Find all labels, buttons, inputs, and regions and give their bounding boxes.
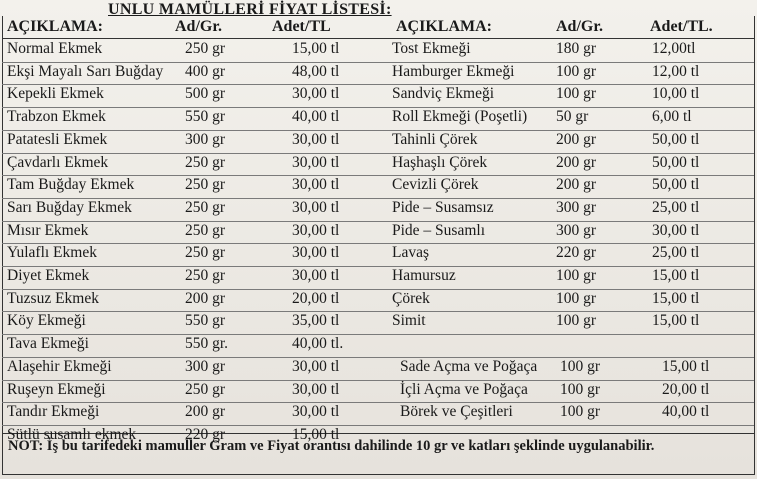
row-divider	[2, 402, 754, 403]
row-4-left-description: Trabzon Ekmek	[7, 108, 106, 126]
row-10-right-description: Lavaş	[392, 244, 430, 262]
row-16-right-price: 20,00 tl	[662, 380, 710, 398]
row-7-left-price: 30,00 tl	[292, 176, 340, 194]
row-1-left-weight: 250 gr	[185, 40, 226, 57]
row-3-right-price: 10,00 tl	[652, 85, 700, 103]
row-10-left-weight: 250 gr	[185, 244, 226, 262]
row-13-left-description: Köy Ekmeği	[7, 312, 86, 330]
row-9-right-price: 30,00 tl	[652, 221, 700, 239]
row-5-right-price: 50,00 tl	[652, 130, 700, 148]
row-divider	[2, 153, 754, 154]
row-2-right-weight: 100 gr	[556, 62, 597, 80]
row-5-left-description: Patatesli Ekmek	[7, 130, 108, 148]
row-18-left-price: 15,00 tl	[292, 425, 340, 443]
row-10-left-description: Yulaflı Ekmek	[7, 244, 97, 262]
row-5-right-weight: 200 gr	[556, 130, 597, 148]
row-5-left-weight: 300 gr	[185, 130, 226, 148]
row-9-left-weight: 250 gr	[185, 221, 226, 239]
row-4-right-price: 6,00 tl	[652, 108, 692, 126]
row-17-left-price: 30,00 tl	[292, 403, 340, 421]
row-12-right-weight: 100 gr	[556, 289, 597, 307]
row-1-left-description: Normal Ekmek	[7, 40, 103, 57]
row-divider	[2, 130, 754, 131]
row-17-right-price: 40,00 tl	[662, 403, 710, 421]
row-16-left-description: Ruşeyn Ekmeği	[7, 380, 106, 398]
header-weight-right: Ad/Gr.	[556, 18, 603, 35]
row-1-right-weight: 180 gr	[556, 40, 597, 57]
row-7-right-price: 50,00 tl	[652, 176, 700, 194]
row-14-left-description: Tava Ekmeği	[7, 335, 89, 353]
row-12-left-weight: 200 gr	[185, 289, 226, 307]
row-16-left-weight: 250 gr	[185, 380, 226, 398]
row-8-right-description: Pide – Susamsız	[392, 198, 494, 216]
row-11-left-description: Diyet Ekmek	[7, 267, 90, 284]
row-divider	[2, 289, 754, 290]
header-description-left: AÇIKLAMA:	[7, 18, 103, 35]
page-title: UNLU MAMÜLLERİ FİYAT LİSTESİ:	[108, 1, 392, 18]
row-divider	[2, 243, 754, 244]
row-5-left-price: 30,00 tl	[292, 130, 340, 148]
row-8-left-weight: 250 gr	[185, 198, 226, 216]
row-14-left-price: 40,00 tl.	[292, 335, 344, 353]
header-weight-left: Ad/Gr.	[175, 18, 222, 35]
row-9-right-description: Pide – Susamlı	[392, 221, 486, 239]
row-7-left-description: Tam Buğday Ekmek	[7, 176, 135, 194]
row-10-right-weight: 220 gr	[556, 244, 597, 262]
row-divider	[2, 311, 754, 312]
row-16-right-description: İçli Açma ve Poğaça	[400, 380, 528, 398]
row-17-left-description: Tandır Ekmeği	[7, 403, 100, 421]
row-6-right-weight: 200 gr	[556, 153, 597, 171]
row-1-right-price: 12,00tl	[652, 40, 696, 57]
row-7-left-weight: 250 gr	[185, 176, 226, 194]
row-8-right-price: 25,00 tl	[652, 198, 700, 216]
row-4-left-price: 40,00 tl	[292, 108, 340, 126]
row-18-left-description: Sütlü susamlı ekmek	[7, 425, 137, 443]
row-3-left-price: 30,00 tl	[292, 85, 340, 103]
row-9-left-price: 30,00 tl	[292, 221, 340, 239]
row-6-left-description: Çavdarlı Ekmek	[7, 153, 109, 171]
row-15-right-weight: 100 gr	[560, 357, 601, 375]
row-5-right-description: Tahinli Çörek	[392, 130, 478, 148]
row-14-left-weight: 550 gr.	[185, 335, 229, 353]
row-17-right-weight: 100 gr	[560, 403, 601, 421]
row-3-right-weight: 100 gr	[556, 85, 597, 103]
row-3-right-description: Sandviç Ekmeği	[392, 85, 495, 103]
row-8-right-weight: 300 gr	[556, 198, 597, 216]
row-16-left-price: 30,00 tl	[292, 380, 340, 398]
row-11-left-weight: 250 gr	[185, 267, 226, 284]
row-7-right-weight: 200 gr	[556, 176, 597, 194]
row-16-right-weight: 100 gr	[560, 380, 601, 398]
row-6-right-price: 50,00 tl	[652, 153, 700, 171]
header-price-right: Adet/TL.	[650, 18, 713, 35]
header-divider	[2, 38, 754, 39]
row-8-left-description: Sarı Buğday Ekmek	[7, 198, 132, 216]
row-13-right-description: Simit	[392, 312, 426, 330]
row-13-right-price: 15,00 tl	[652, 312, 700, 330]
row-2-right-price: 12,00 tl	[652, 62, 700, 80]
row-3-left-weight: 500 gr	[185, 85, 226, 103]
row-9-left-description: Mısır Ekmek	[7, 221, 89, 239]
row-2-left-price: 48,00 tl	[292, 62, 340, 80]
header-price-left: Adet/TL	[272, 18, 331, 35]
row-7-right-description: Cevizli Çörek	[392, 176, 479, 194]
row-8-left-price: 30,00 tl	[292, 198, 340, 216]
row-13-left-weight: 550 gr	[185, 312, 226, 330]
row-10-left-price: 30,00 tl	[292, 244, 340, 262]
row-12-right-price: 15,00 tl	[652, 289, 700, 307]
row-15-left-description: Alaşehir Ekmeği	[7, 357, 112, 375]
row-17-left-weight: 200 gr	[185, 403, 226, 421]
row-divider	[2, 107, 754, 108]
header-description-right: AÇIKLAMA:	[396, 18, 492, 35]
row-18-left-weight: 220 gr	[185, 425, 226, 443]
row-11-right-weight: 100 gr	[556, 267, 597, 284]
row-13-right-weight: 100 gr	[556, 312, 597, 330]
row-divider	[2, 357, 754, 358]
row-1-left-price: 15,00 tl	[292, 40, 340, 57]
row-6-left-price: 30,00 tl	[292, 153, 340, 171]
row-4-left-weight: 550 gr	[185, 108, 226, 126]
row-2-left-weight: 400 gr	[185, 62, 226, 80]
row-11-right-price: 15,00 tl	[652, 267, 700, 284]
row-12-right-description: Çörek	[392, 289, 430, 307]
row-12-left-description: Tuzsuz Ekmek	[7, 289, 99, 307]
row-divider	[2, 221, 754, 222]
row-13-left-price: 35,00 tl	[292, 312, 340, 330]
row-6-left-weight: 250 gr	[185, 153, 226, 171]
row-10-right-price: 25,00 tl	[652, 244, 700, 262]
row-15-right-description: Sade Açma ve Poğaça	[400, 357, 538, 375]
row-9-right-weight: 300 gr	[556, 221, 597, 239]
row-3-left-description: Kepekli Ekmek	[7, 85, 104, 103]
row-2-right-description: Hamburger Ekmeği	[392, 62, 515, 80]
row-4-right-description: Roll Ekmeği (Poşetli)	[392, 108, 528, 126]
row-17-right-description: Börek ve Çeşitleri	[400, 403, 513, 421]
row-12-left-price: 20,00 tl	[292, 289, 340, 307]
row-4-right-weight: 50 gr	[556, 108, 589, 126]
row-15-right-price: 15,00 tl	[662, 357, 710, 375]
row-2-left-description: Ekşi Mayalı Sarı Buğday	[7, 62, 164, 80]
row-6-right-description: Haşhaşlı Çörek	[392, 153, 488, 171]
row-divider	[2, 380, 754, 381]
row-15-left-weight: 300 gr	[185, 357, 226, 375]
row-divider	[2, 84, 754, 85]
footer-note: NOT: İş bu tarifedeki mamuller Gram ve Fiyat orantısı dahilinde 10 gr ve katları şeklinde uygulanabilir.	[8, 438, 655, 454]
row-divider	[2, 334, 754, 335]
row-1-right-description: Tost Ekmeği	[392, 40, 471, 57]
row-11-right-description: Hamursuz	[392, 267, 456, 284]
row-11-left-price: 30,00 tl	[292, 267, 340, 284]
note-bottom-divider	[2, 474, 754, 475]
right-border	[754, 16, 755, 475]
row-divider	[2, 266, 754, 267]
row-15-left-price: 30,00 tl	[292, 357, 340, 375]
